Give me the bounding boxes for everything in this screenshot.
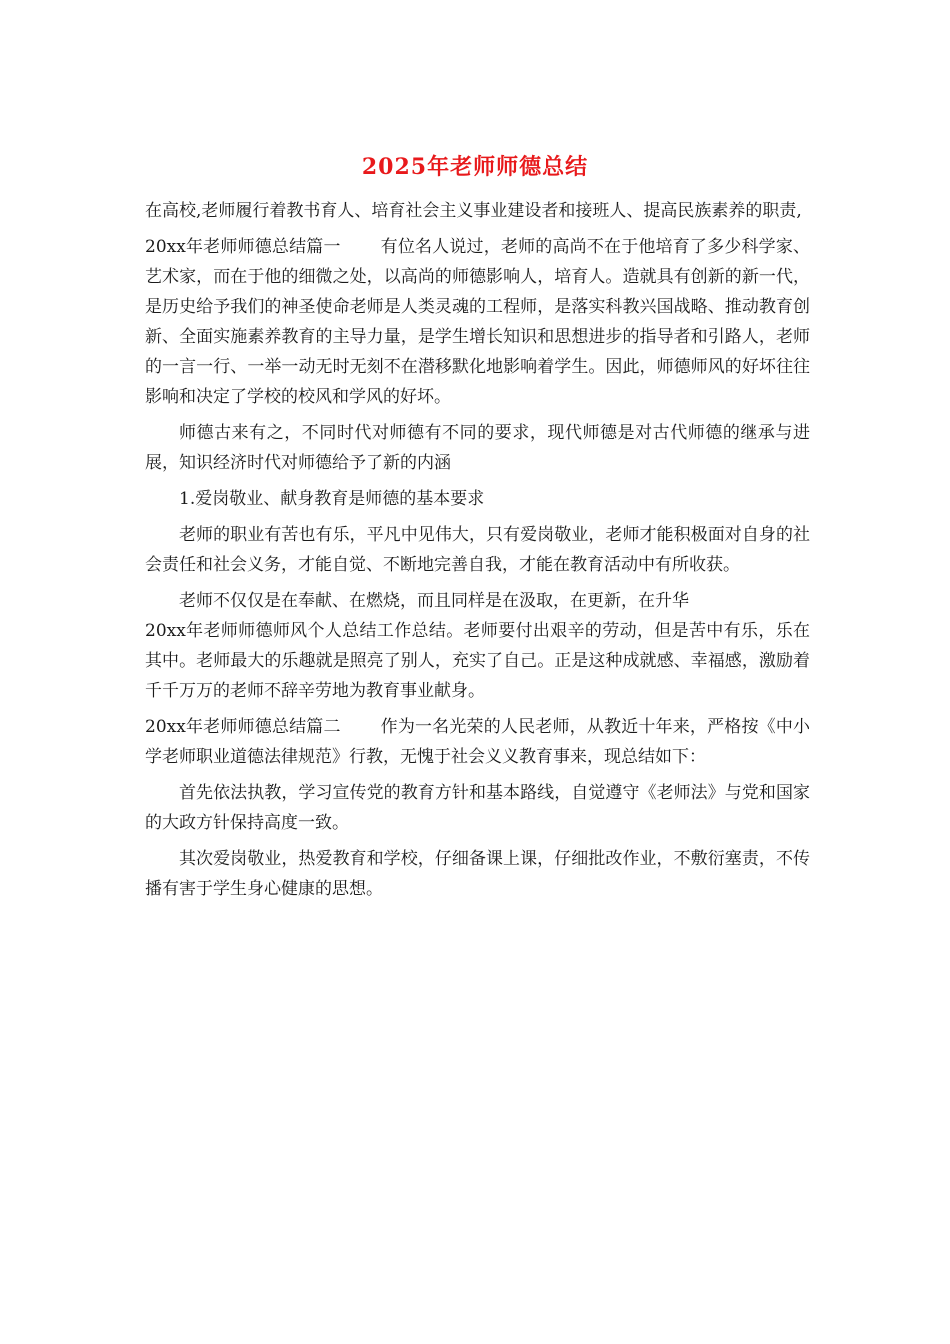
section1-paragraph-4b: 20xx年老师师德师风个人总结工作总结。老师要付出艰辛的劳动，但是苦中有乐，乐在其中。老师最大的乐趣就是照亮了别人，充实了自己。正是这种成就感、幸福感，激励着千千万万的老师不辞辛劳地为教育事业献身。 xyxy=(145,621,810,701)
document-body xyxy=(145,196,810,910)
section2-paragraph-2: 首先依法执教，学习宣传党的教育方针和基本路线，自觉遵守《老师法》与党和国家的大政方针保持高度一致。 xyxy=(145,783,810,833)
section1-paragraph-3: 老师的职业有苦也有乐，平凡中见伟大，只有爱岗敬业，老师才能积极面对自身的社会责任和社会义务，才能自觉、不断地完善自我，才能在教育活动中有所收获。 xyxy=(145,525,810,575)
section2-first-paragraph xyxy=(145,712,810,772)
section1-paragraph-4a: 老师不仅仅是在奉献、在燃烧，而且同样是在汲取，在更新，在升华 xyxy=(179,591,689,611)
section1-list-item-1: 1.爱岗敬业、献身教育是师德的基本要求 xyxy=(179,489,485,509)
section2-heading: 20xx年老师师德总结篇二 xyxy=(145,717,341,737)
section2-paragraph-3: 其次爱岗敬业，热爱教育和学校，仔细备课上课，仔细批改作业，不敷衍塞责，不传播有害于学生身心健康的思想。 xyxy=(145,849,810,899)
section1-first-paragraph xyxy=(145,232,810,412)
section2-lead-text: 作为一名光荣的人民老师，从教近十年来，严格按《中小学老师职业道德法律规范》行教，无愧于社会义义教育事来，现总结如下： xyxy=(145,717,811,767)
section1-heading: 20xx年老师师德总结篇一 xyxy=(145,237,341,257)
document-title: 2025年老师师德总结 xyxy=(361,154,589,180)
section1-paragraph-2: 师德古来有之，不同时代对师德有不同的要求，现代师德是对古代师德的继承与进展，知识经济时代对师德给予了新的内涵 xyxy=(145,423,810,473)
intro-paragraph: 在高校,老师履行着教书育人、培育社会主义事业建设者和接班人、提高民族素养的职责, xyxy=(145,201,802,221)
section1-lead-text: 有位名人说过，老师的高尚不在于他培育了多少科学家、艺术家，而在于他的细微之处，以高尚的师德影响人，培育人。造就具有创新的新一代，是历史给予我们的神圣使命老师是人类灵魂的工程师，是落实科教兴国战略、推动教育创新、全面实施素养教育的主导力量，是学生增长知识和思想进步的指导者和引路人，老师的一言一行、一举一动无时无刻不在潜移默化地影响着学生。因此，师德师风的好坏往往影响和决定了学校的校风和学风的好坏。 xyxy=(145,237,811,407)
